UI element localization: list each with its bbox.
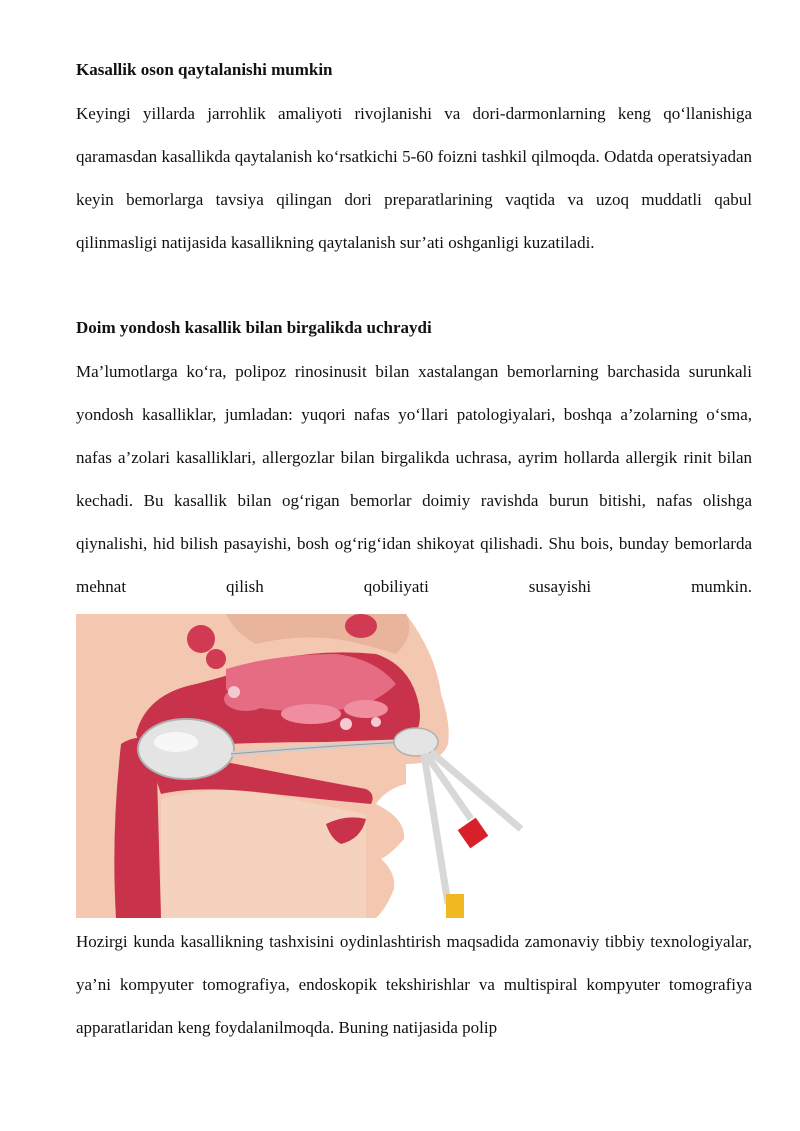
section-heading-relapse: Kasallik oson qaytalanishi mumkin	[76, 60, 333, 79]
paragraph-comorbidity: Ma’lumotlarga ko‘ra, polipoz rinosinusit bilan xastalangan bemorlarning barchasida surunkali yondosh kasalliklar, jumladan: yuqori nafas yo‘llari patologiyalari, boshqa a’zolarning o‘sma, nafas a’zolari kasalliklari, allergozlar bilan birgalikda uchrasa, ayrim hollarda allergik rinit bilan kechadi. Bu kasallik bilan og‘rigan bemorlar doimiy ravishda burun bitishi, nafas olishga qiynalishi, hid bilish pasayishi, bosh og‘rig‘idan shikoyat qilishadi. Shu bois, bunday bemorlarda mehnat qilish qobiliyati susayishi mumkin.	[76, 362, 752, 596]
paragraph-diagnosis: Hozirgi kunda kasallikning tashxisini oydinlashtirish maqsadida zamonaviy tibbiy texnologiyalar, ya’ni kompyuter tomografiya, endoskopik tekshirishlar va multispiral kompyuter tomografiya apparatlaridan keng foydalanilmoqda. Buning natijasida polip	[76, 932, 752, 1037]
paragraph-relapse: Keyingi yillarda jarrohlik amaliyoti rivojlanishi va dori-darmonlarning keng qo‘llanishiga qaramasdan kasallikda qaytalanish ko‘rsatkichi 5-60 foizni tashkil qilmoqda. Odatda operatsiyadan keyin bemorlarga tavsiya qilingan dori preparatlarining vaqtida va uzoq muddatli qabul qilinmasligi natijasida kasallikning qaytalanish sur’ati oshganligi kuzatiladi.	[76, 104, 752, 252]
section-heading-comorbidity: Doim yondosh kasallik bilan birgalikda uchraydi	[76, 318, 432, 337]
nasal-cavity-illustration	[76, 614, 536, 918]
nasal-cavity-balloon-catheter-icon	[76, 614, 536, 918]
